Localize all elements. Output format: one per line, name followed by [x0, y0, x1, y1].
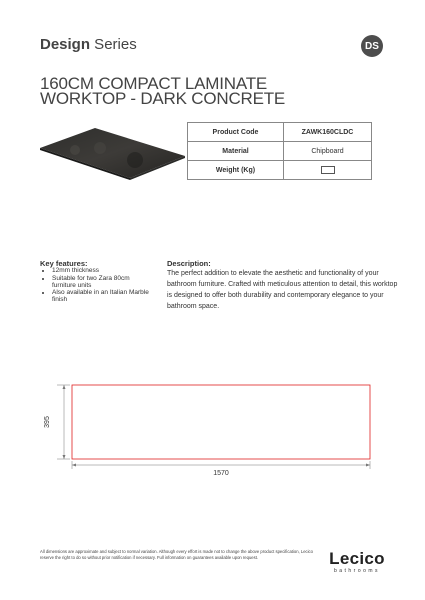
spec-row — [188, 142, 372, 161]
spec-value — [284, 161, 372, 180]
lecico-logo — [322, 549, 392, 574]
list-item: • Also available in an Italian Marble finish — [52, 290, 152, 304]
key-features-heading: Key features: — [40, 259, 88, 268]
spec-row — [188, 161, 372, 180]
spec-label: Material — [188, 142, 284, 161]
height-label: 395 — [44, 416, 51, 428]
list-item: • Suitable for two Zara 80cm furniture units — [52, 276, 152, 290]
worktop-product-image — [40, 128, 185, 180]
description-heading: Description: — [167, 259, 211, 268]
series-heading: Design Series — [40, 36, 137, 53]
key-features-list — [40, 268, 152, 305]
description-text: The perfect addition to elevate the aesthetic and functionality of your bathroom furniture. Crafted with meticulous attention to detail, this worktop is designed to offer both durability and contemporary elegance to your bathroom space. — [167, 270, 398, 310]
spec-label: Weight (Kg) — [188, 161, 284, 180]
disclaimer-text: All dimensions are approximate and subject to normal variation. Although every effort is made not to change the above product specification, Lecico reserve the right to do so without prior notification if necessary. Full information on guarantees available upon request. — [40, 549, 313, 560]
spec-value: ZAWK160CLDC — [284, 123, 372, 142]
worktop-outline — [72, 385, 370, 459]
spec-value: Chipboard — [284, 142, 372, 161]
ds-logo-badge: DS — [361, 35, 383, 57]
dimension-diagram — [40, 378, 380, 478]
width-label: 1570 — [213, 470, 229, 477]
spec-table — [187, 122, 372, 180]
brand-subtitle: bathrooms — [333, 568, 381, 574]
spec-row — [188, 123, 372, 142]
list-item: • 12mm thickness — [52, 268, 152, 275]
missing-glyph-icon — [321, 166, 335, 174]
product-title: 160CM COMPACT LAMINATE WORKTOP - DARK CONCRETE — [40, 74, 286, 108]
spec-label: Product Code — [188, 123, 284, 142]
brand-name: Lecico — [329, 549, 385, 568]
